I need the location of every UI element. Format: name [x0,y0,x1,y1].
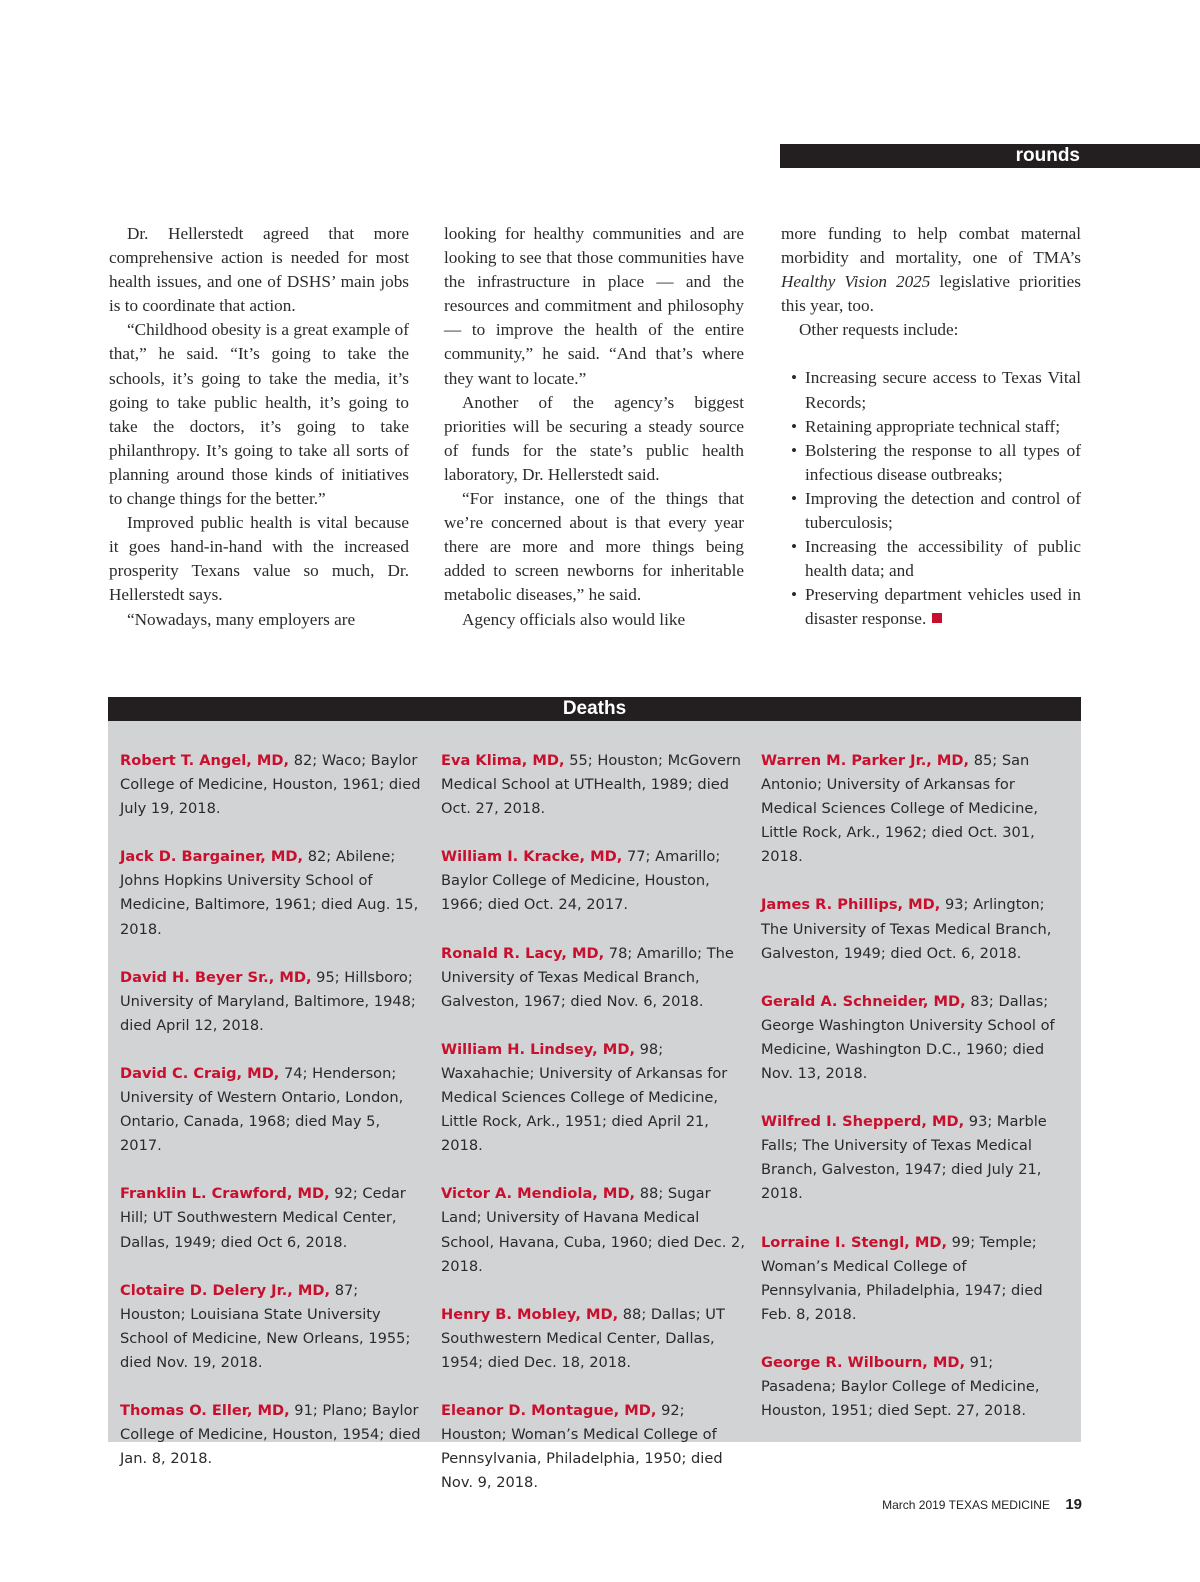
obituary-name: William H. Lindsey, MD, [441,1040,635,1058]
publication-title: Healthy Vision 2025 [781,272,931,292]
magazine-name: TEXAS MEDICINE [948,1498,1050,1512]
obituary-details: 77; Amarillo; Baylor College of Medicine, Houston, 1966; died Oct. 24, 2017. [441,848,721,914]
issue-date: March 2019 [882,1498,946,1512]
obituary-name: Ronald R. Lacy, MD, [441,944,605,962]
list-item-text: Improving the detection and control of tuberculosis; [805,488,1081,533]
obituary-details: 91; Plano; Baylor College of Medicine, Houston, 1954; died Jan. 8, 2018. [120,1401,421,1468]
obituary-details: 92; Houston; Woman’s Medical College of Pennsylvania, Philadelphia, 1950; died Nov. 9, 2018. [441,1401,723,1492]
obituary-entry [761,749,1066,869]
article-paragraph: “Nowadays, many employers are [127,609,356,629]
obituary-name: Wilfred I. Shepperd, MD, [761,1113,965,1131]
list-item [781,366,1081,414]
bullet-icon: • [791,416,798,436]
obituary-name: Eva Klima, MD, [441,752,565,769]
obituary-details: 99; Temple; Woman’s Medical College of Pennsylvania, Philadelphia, 1947; died Feb. 8, 2018. [761,1233,1043,1323]
obituary-entry [441,1182,746,1278]
obituary-details: 83; Dallas; George Washington University School of Medicine, Washington D.C., 1960; died Nov. 13, 2018. [761,992,1055,1083]
article-paragraph: looking for healthy communities and are looking to see that those communities have the infrastructure in place — and the resources and commitment and philosophy — to improve the health of the entire community,” he said. “And that’s where they want to locate.” [444,224,744,388]
bullet-icon: • [791,368,798,388]
article-column-2 [444,222,744,632]
article-column-3 [781,222,1081,632]
list-item-text: Retaining appropriate technical staff; [805,416,1061,436]
obituary-entry [120,1182,425,1254]
page-number: 19 [1065,1496,1082,1513]
list-item-text: Increasing the accessibility of public health data; and [805,537,1081,581]
obituary-name: Gerald A. Schneider, MD, [761,992,966,1010]
obituary-entry [761,1231,1066,1327]
obituary-name: William I. Kracke, MD, [441,848,623,866]
deaths-column-3 [761,749,1066,1447]
obituary-details: 91; Pasadena; Baylor College of Medicine, Houston, 1951; died Sept. 27, 2018. [761,1353,1040,1420]
obituary-entry [441,942,746,1014]
obituary-details: 88; Dallas; UT Southwestern Medical Center, Dallas, 1954; died Dec. 18, 2018. [441,1305,725,1371]
obituary-name: Victor A. Mendiola, MD, [441,1185,636,1203]
list-item-text: Bolstering the response to all types of infectious disease outbreaks; [805,440,1081,484]
list-item [781,415,1081,439]
deaths-header-bar [108,697,1081,721]
obituary-name: Franklin L. Crawford, MD, [120,1185,330,1203]
obituary-entry [761,990,1066,1086]
deaths-title: Deaths [562,698,627,719]
obituary-entry [120,1279,425,1375]
obituary-name: Lorraine I. Stengl, MD, [761,1233,948,1251]
bullet-icon: • [791,537,798,557]
obituary-entry [120,1062,425,1158]
obituary-details: 82; Abilene; Johns Hopkins University School of Medicine, Baltimore, 1961; died Aug. 15, 2018. [120,848,419,938]
article-paragraph: “Childhood obesity is a great example of that,” he said. “It’s going to take the schools, it’s going to take the media, it’s going to take public health, it’s going to take the doctors, it’s going to take philanthropy. It’s going to take all sorts of planning around those kinds of initiatives to change things for the better.” [109,320,409,509]
obituary-name: George R. Wilbourn, MD, [761,1353,966,1371]
obituary-details: 88; Sugar Land; University of Havana Medical School, Havana, Cuba, 1960; died Dec. 2, 2018. [441,1185,745,1275]
bullet-icon: • [791,440,798,460]
obituary-entry [120,845,425,941]
obituary-details: 92; Cedar Hill; UT Southwestern Medical Center, Dallas, 1949; died Oct 6, 2018. [120,1185,406,1251]
obituary-entry [441,1038,746,1158]
obituary-entry [441,1303,746,1375]
article-paragraph: Agency officials also would like [462,609,686,629]
section-header-bar [780,144,1200,168]
bullet-icon: • [791,488,798,508]
requests-list [781,366,1081,631]
deaths-box [108,697,1081,1492]
list-item [781,535,1081,583]
obituary-entry [441,1399,746,1495]
obituary-name: Warren M. Parker Jr., MD, [761,752,970,769]
obituary-entry [441,749,746,821]
obituary-name: Robert T. Angel, MD, [120,752,290,769]
list-item-text: Increasing secure access to Texas Vital Records; [805,368,1081,412]
obituary-details: 87; Houston; Louisiana State University School of Medicine, New Orleans, 1955; died Nov. 19, 2018. [120,1281,411,1371]
bullet-icon: • [791,585,798,605]
obituary-details: 78; Amarillo; The University of Texas Medical Branch, Galveston, 1967; died Nov. 6, 2018. [441,944,734,1010]
obituary-details: 98; Waxahachie; University of Arkansas for Medical Sciences College of Medicine, Little Rock, Ark., 1951; died April 21, 2018. [441,1040,728,1155]
obituary-name: Clotaire D. Delery Jr., MD, [120,1281,331,1299]
obituary-name: Eleanor D. Montague, MD, [441,1401,657,1419]
article-paragraph: Dr. Hellerstedt agreed that more comprehensive action is needed for most health issues, and one of DSHS’ main jobs is to coordinate that action. [109,224,409,316]
page-footer [882,1496,1082,1513]
obituary-name: David C. Craig, MD, [120,1064,280,1082]
article-paragraph: Improved public health is vital because it goes hand-in-hand with the increased prosperity Texans value so much, Dr. Hellerstedt says. [109,513,409,605]
obituary-details: 93; Marble Falls; The University of Texas Medical Branch, Galveston, 1947; died July 21, 2018. [761,1113,1047,1203]
obituary-details: 95; Hillsboro; University of Maryland, Baltimore, 1948; died April 12, 2018. [120,968,416,1034]
obituary-entry [120,966,425,1038]
list-item [781,487,1081,535]
obituary-entry [761,1110,1066,1206]
article-paragraph: “For instance, one of the things that we’re concerned about is that every year there are more and more things being added to screen newborns for inheritable metabolic diseases,” he said. [444,489,744,605]
obituary-name: Thomas O. Eller, MD, [120,1401,290,1419]
text-run: legislative priorities this year, too. [781,272,1081,316]
obituary-name: James R. Phillips, MD, [761,896,941,914]
obituary-name: Jack D. Bargainer, MD, [120,848,304,866]
obituary-name: David H. Beyer Sr., MD, [120,968,312,986]
article-paragraph [781,222,1081,318]
obituary-name: Henry B. Mobley, MD, [441,1305,619,1323]
obituary-entry [120,749,425,821]
obituary-details: 55; Houston; McGovern Medical School at UTHealth, 1989; died Oct. 27, 2018. [441,752,742,818]
obituary-entry [120,1399,425,1471]
obituary-details: 74; Henderson; University of Western Ontario, London, Ontario, Canada, 1968; died May 5, 2017. [120,1064,404,1155]
obituary-details: 82; Waco; Baylor College of Medicine, Houston, 1961; died July 19, 2018. [120,752,421,818]
section-title: rounds [1015,145,1080,166]
obituary-details: 93; Arlington; The University of Texas Medical Branch, Galveston, 1949; died Oct. 6, 2018. [761,896,1052,962]
deaths-column-1 [120,749,425,1495]
list-item [781,583,1081,631]
obituary-entry [761,893,1066,965]
obituary-entry [441,845,746,917]
text-run: more funding to help combat maternal morbidity and mortality, one of TMA’s [781,224,1081,268]
obituary-details: 85; San Antonio; University of Arkansas for Medical Sciences College of Medicine, Little Rock, Ark., 1962; died Oct. 301, 2018. [761,752,1038,866]
article-paragraph: Another of the agency’s biggest priorities will be securing a steady source of funds for the state’s public health laboratory, Dr. Hellerstedt said. [444,392,744,484]
end-mark-icon [932,613,942,623]
obituary-entry [761,1351,1066,1423]
list-item-text: Preserving department vehicles used in disaster response. [805,585,1081,629]
list-item [781,439,1081,487]
deaths-column-2 [441,749,746,1519]
article-column-1 [109,222,409,632]
article-paragraph: Other requests include: [799,320,959,340]
